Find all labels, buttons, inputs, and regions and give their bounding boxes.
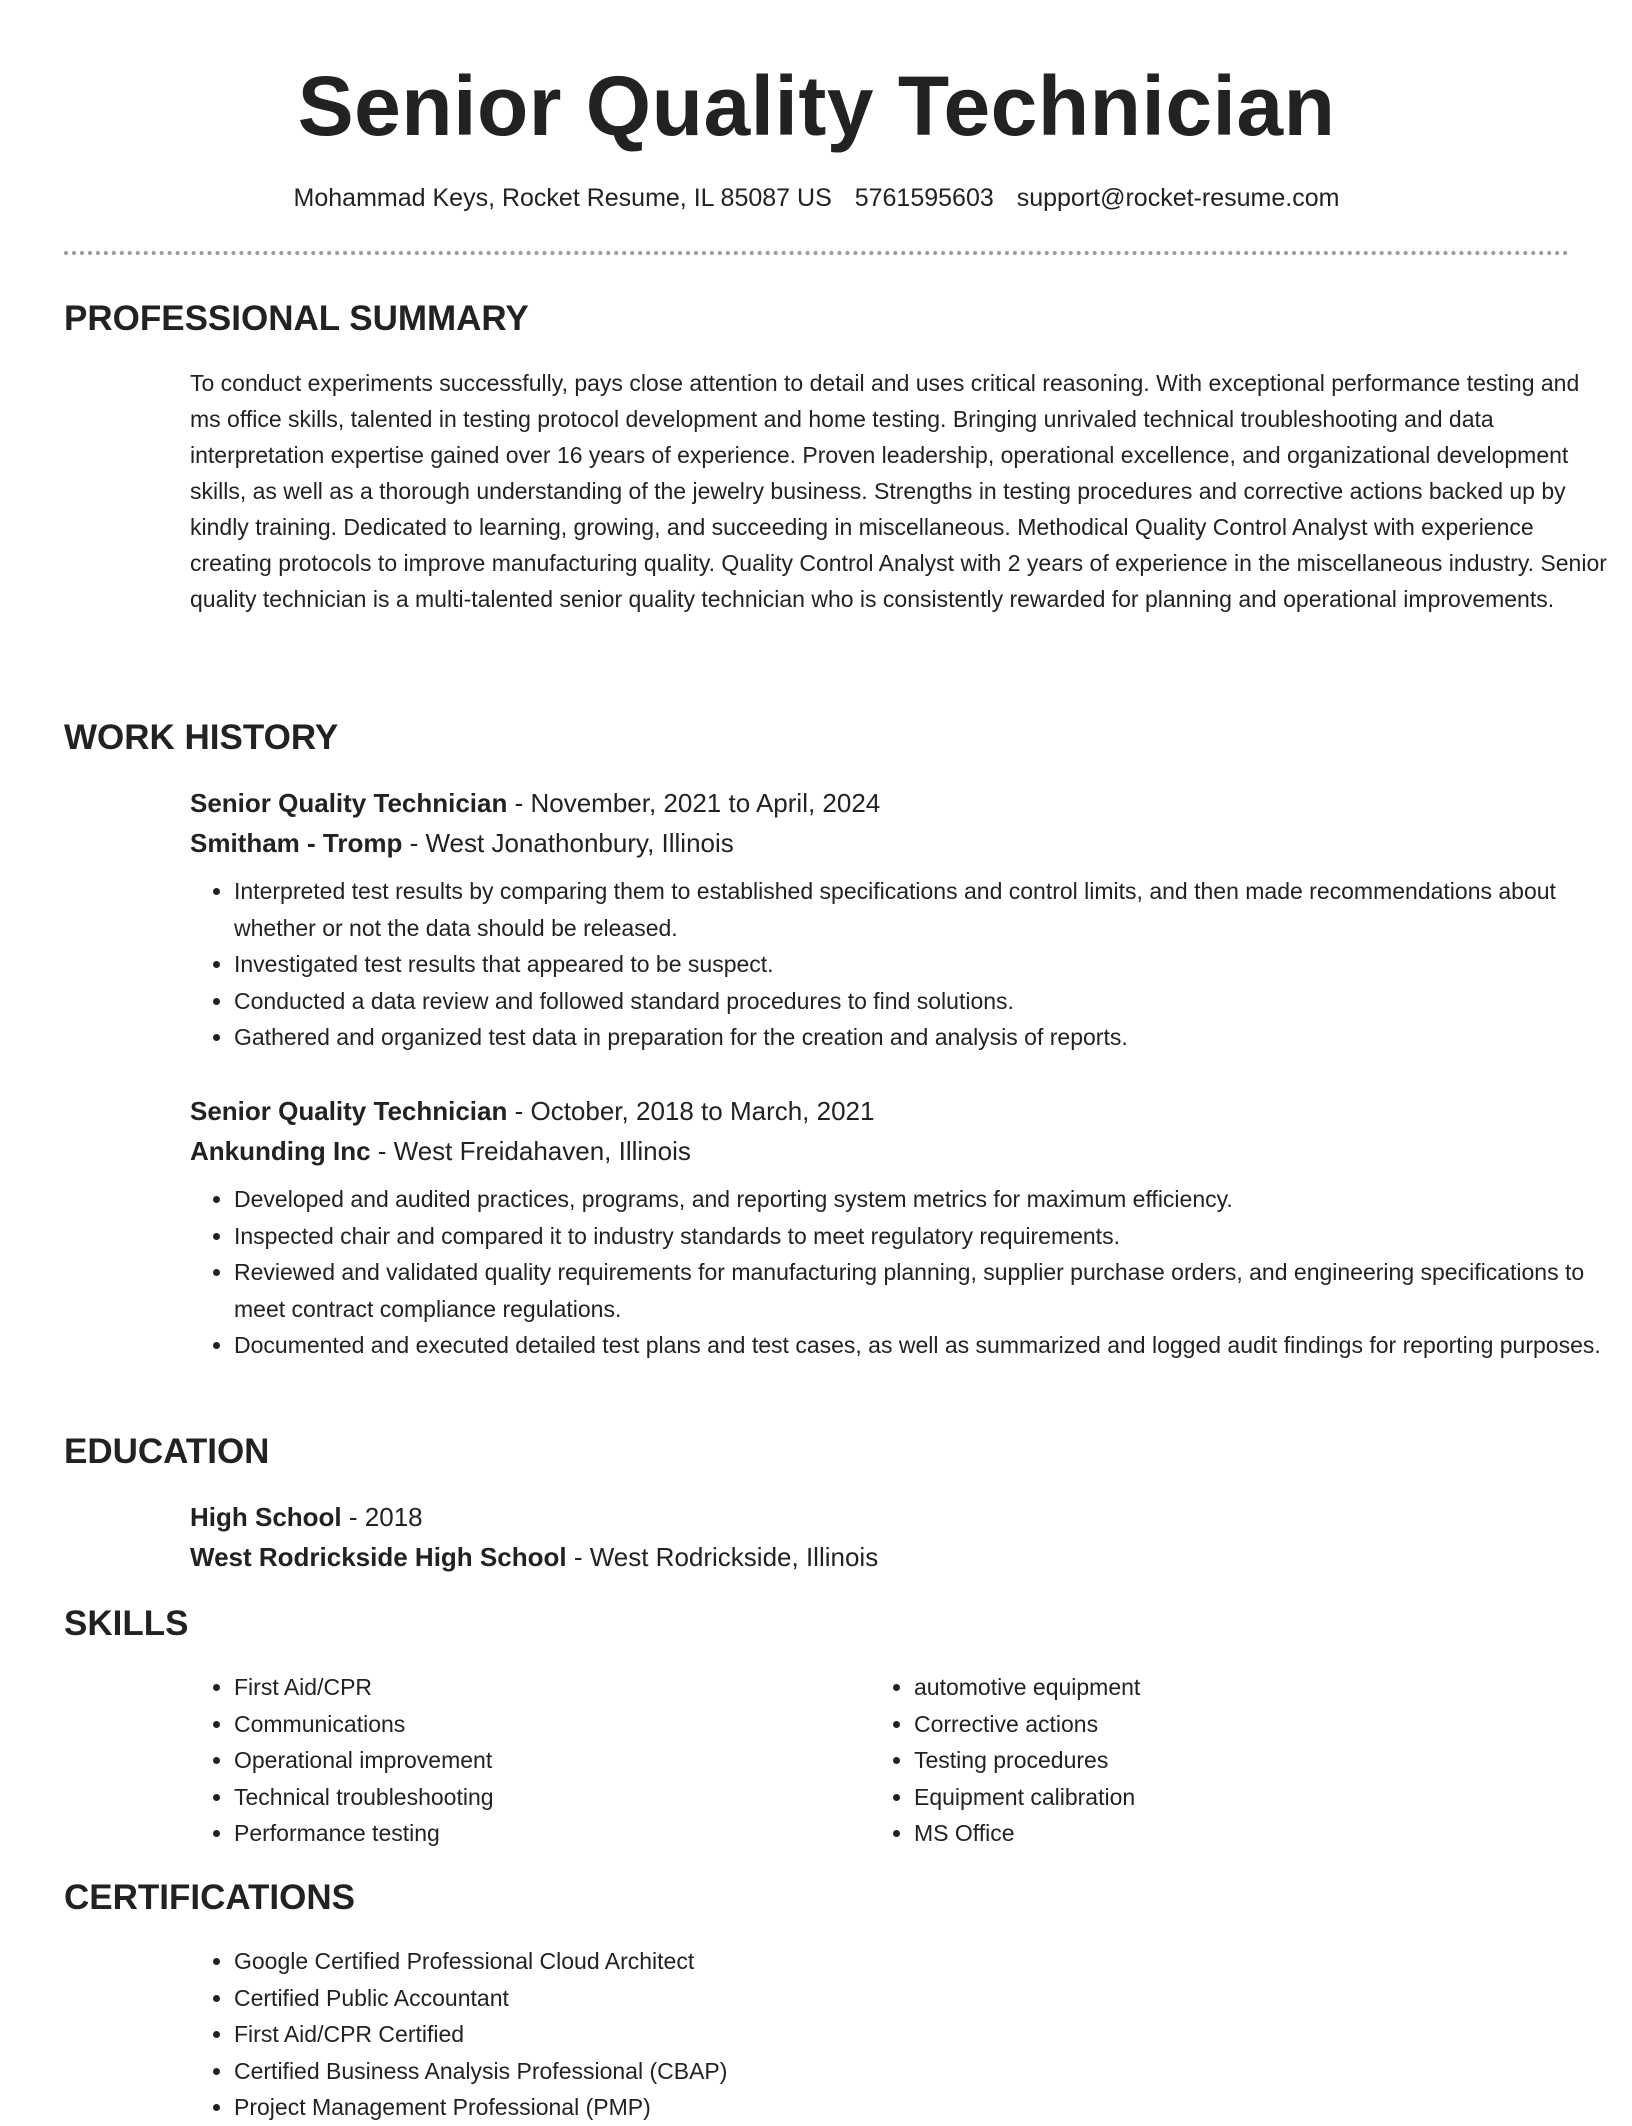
job-entry: [190, 1091, 1610, 1364]
education-location: - West Rodrickside, Illinois: [566, 1542, 879, 1572]
skill-item: • Technical troubleshooting: [234, 1779, 830, 1816]
skills-column-right: [870, 1669, 1510, 1852]
job-position: Senior Quality Technician: [190, 1096, 508, 1126]
education-section-title: EDUCATION: [64, 1432, 270, 1471]
summary-section-title: PROFESSIONAL SUMMARY: [64, 299, 529, 338]
skill-item: • Operational improvement: [234, 1742, 830, 1779]
certification-item: • Certified Public Accountant: [234, 1980, 1610, 2017]
job-bullet: • Documented and executed detailed test plans and test cases, as well as summarized and logged audit findings for reporting purposes.: [234, 1327, 1610, 1364]
certification-item: • Certified Business Analysis Professional (CBAP): [234, 2053, 1610, 2090]
work-history-section-title: WORK HISTORY: [64, 718, 339, 757]
job-entry: [190, 783, 1610, 1056]
job-position: Senior Quality Technician: [190, 788, 508, 818]
certifications-section: [190, 1943, 1610, 2126]
job-location: - West Freidahaven, Illinois: [370, 1136, 691, 1166]
header-divider: [64, 251, 1569, 255]
skills-list: [870, 1669, 1510, 1852]
skills-list: [190, 1669, 830, 1852]
job-bullets: [190, 873, 1610, 1056]
skill-item: • MS Office: [914, 1815, 1510, 1852]
job-dates: - October, 2018 to March, 2021: [507, 1096, 875, 1126]
job-bullet: • Gathered and organized test data in preparation for the creation and analysis of reports.: [234, 1019, 1610, 1056]
education-year: - 2018: [341, 1502, 423, 1532]
education-degree: High School: [190, 1502, 342, 1532]
certification-item: • Project Management Professional (PMP): [234, 2089, 1610, 2126]
skill-item: • First Aid/CPR: [234, 1669, 830, 1706]
education-school: West Rodrickside High School: [190, 1542, 567, 1572]
skill-item: • Performance testing: [234, 1815, 830, 1852]
skill-item: • Communications: [234, 1706, 830, 1743]
contact-email: support@rocket-resume.com: [1016, 184, 1340, 212]
job-location: - West Jonathonbury, Illinois: [402, 828, 734, 858]
certifications-section-title: CERTIFICATIONS: [64, 1878, 356, 1917]
job-title-line: [190, 783, 1610, 823]
job-bullet: • Inspected chair and compared it to industry standards to meet regulatory requirements.: [234, 1218, 1610, 1255]
contact-phone: 5761595603: [854, 184, 994, 212]
skills-section-title: SKILLS: [64, 1604, 189, 1643]
resume-name-heading: Senior Quality Technician: [297, 59, 1336, 153]
education-school-line: [190, 1537, 1610, 1577]
job-bullet: • Interpreted test results by comparing them to established specifications and control limits, and then made recommendations about whether or not the data should be released.: [234, 873, 1610, 946]
job-bullets: [190, 1181, 1610, 1364]
contact-address: Mohammad Keys, Rocket Resume, IL 85087 US: [293, 184, 832, 212]
summary-text: To conduct experiments successfully, pays close attention to detail and uses critical reasoning. With exceptional performance testing and ms office skills, talented in testing protocol development and home testing. Bringing unrivaled technical troubleshooting and data interpretation expertise gained over 16 years of experience. Proven leadership, operational excellence, and organizational development skills, as well as a thorough understanding of the jewelry business. Strengths in testing procedures and corrective actions backed up by kindly training. Dedicated to learning, growing, and succeeding in miscellaneous. Methodical Quality Control Analyst with experience creating protocols to improve manufacturing quality. Quality Control Analyst with 2 years of experience in the miscellaneous industry. Senior quality technician is a multi-talented senior quality technician who is consistently rewarded for planning and operational improvements.: [190, 370, 1607, 612]
job-company-line: [190, 823, 1610, 863]
job-company: Smitham - Tromp: [190, 828, 403, 858]
job-bullet: • Investigated test results that appeared to be suspect.: [234, 946, 1610, 983]
job-bullet: • Reviewed and validated quality requirements for manufacturing planning, supplier purchase orders, and engineering specifications to meet contract compliance regulations.: [234, 1254, 1610, 1327]
certifications-list: [190, 1943, 1610, 2126]
job-company: Ankunding Inc: [190, 1136, 371, 1166]
summary-section: [190, 365, 1610, 617]
education-entry: [190, 1497, 1610, 1577]
job-company-line: [190, 1131, 1610, 1171]
job-bullet: • Developed and audited practices, programs, and reporting system metrics for maximum efficiency.: [234, 1181, 1610, 1218]
contact-line: [64, 182, 1569, 214]
job-title-line: [190, 1091, 1610, 1131]
certification-item: • First Aid/CPR Certified: [234, 2016, 1610, 2053]
skill-item: • Testing procedures: [914, 1742, 1510, 1779]
education-degree-line: [190, 1497, 1610, 1537]
job-dates: - November, 2021 to April, 2024: [507, 788, 881, 818]
skills-column-left: [190, 1669, 830, 1852]
skill-item: • automotive equipment: [914, 1669, 1510, 1706]
job-bullet: • Conducted a data review and followed standard procedures to find solutions.: [234, 983, 1610, 1020]
certification-item: • Google Certified Professional Cloud Architect: [234, 1943, 1610, 1980]
skill-item: • Equipment calibration: [914, 1779, 1510, 1816]
skill-item: • Corrective actions: [914, 1706, 1510, 1743]
